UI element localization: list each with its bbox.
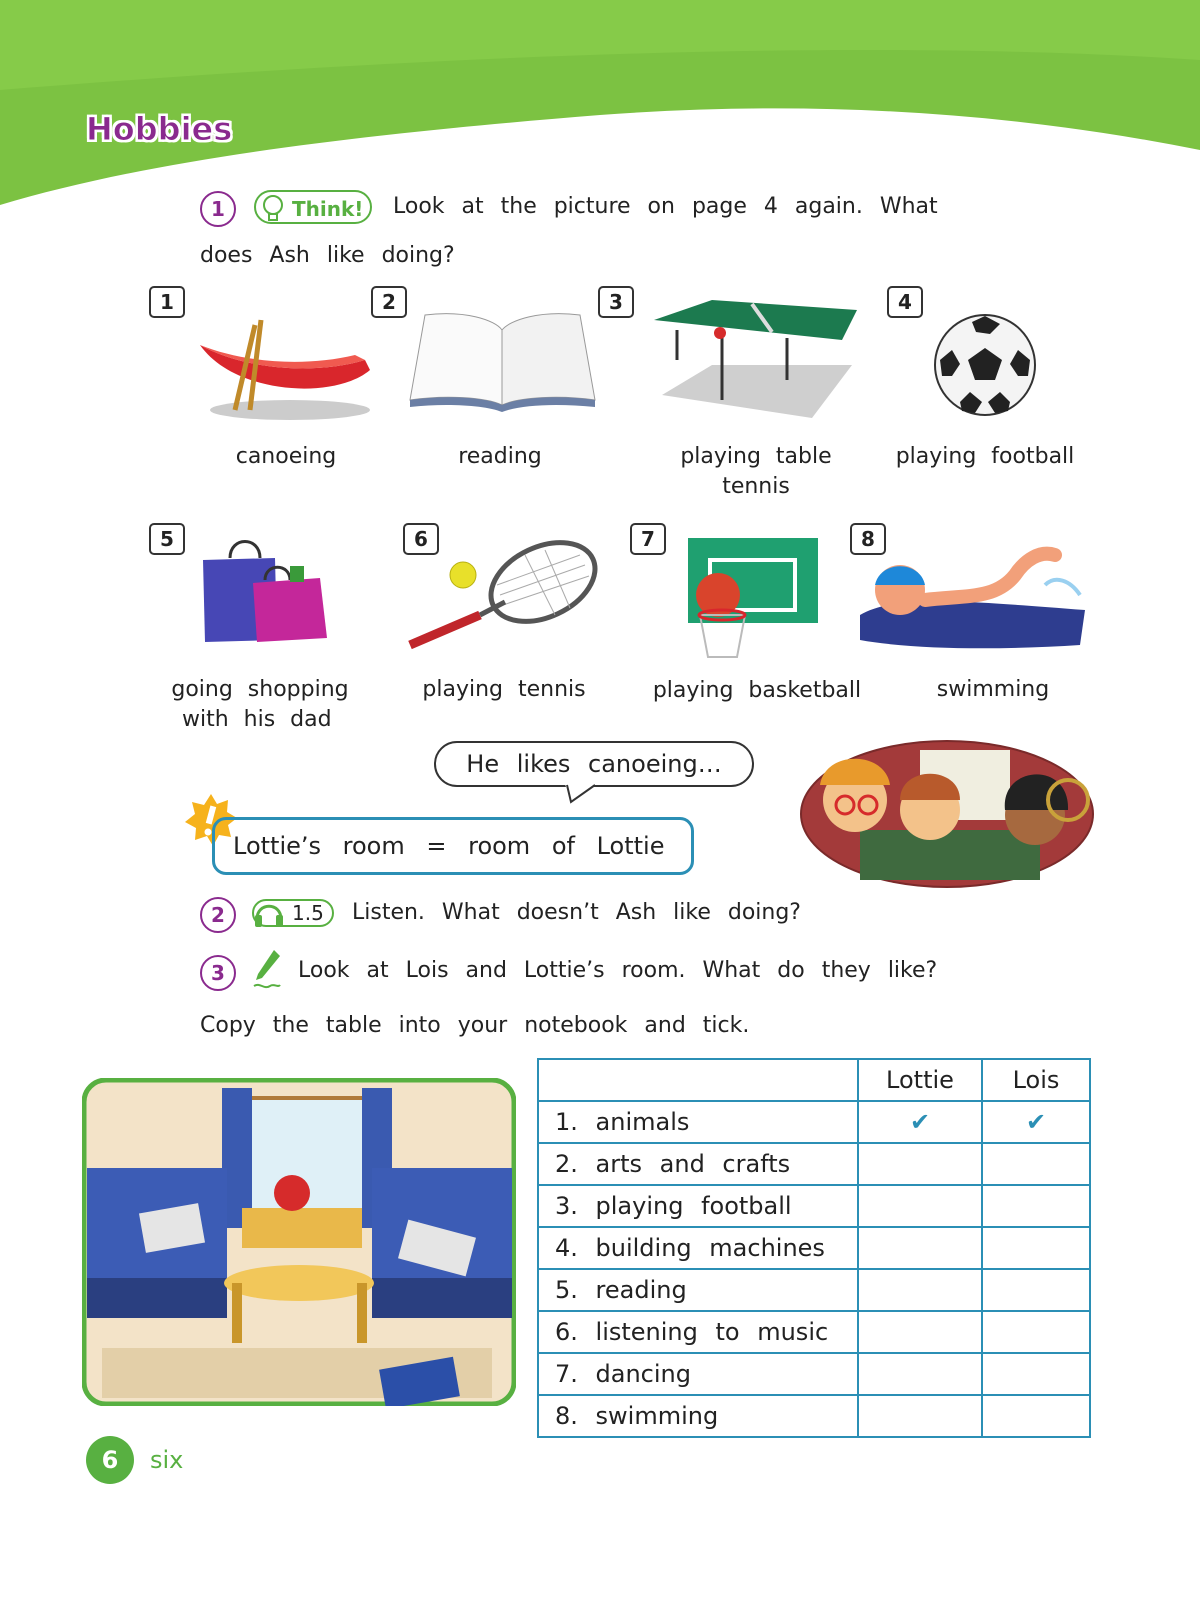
hobby-5-number: 5 [149, 523, 185, 555]
table-row-label: 8. swimming [538, 1395, 858, 1437]
audio-track-number: 1.5 [292, 901, 324, 925]
check-icon: ✔ [909, 1108, 931, 1136]
hobby-3-caption [662, 442, 850, 502]
table-row [538, 1353, 1090, 1395]
bedroom-illustration [82, 1078, 516, 1406]
exercise-3-line1: Look at Lois and Lottie’s room. What do they like? [298, 958, 938, 983]
hobby-2-caption: reading [458, 444, 542, 469]
hobby-8-caption: swimming [936, 677, 1050, 702]
hobby-6-caption: playing tennis [422, 677, 586, 702]
speech-bubble: He likes canoeing… [434, 741, 754, 787]
exercise-2-text: Listen. What doesn’t Ash like doing? [352, 900, 801, 925]
table-header-empty [538, 1059, 858, 1101]
table-row [538, 1311, 1090, 1353]
characters-illustration [800, 740, 1095, 888]
table-row [538, 1269, 1090, 1311]
exercise-3-line2: Copy the table into your notebook and tick. [200, 1013, 750, 1038]
shopping-bags-image [195, 538, 335, 648]
tick-cell-lottie[interactable] [858, 1185, 982, 1227]
table-row [538, 1227, 1090, 1269]
exercise-2-number: 2 [200, 897, 236, 933]
tennis-racket-image [405, 540, 605, 655]
hobby-3-number: 3 [598, 286, 634, 318]
hobby-6-number: 6 [403, 523, 439, 555]
tick-cell-lottie[interactable] [858, 1101, 982, 1143]
tick-cell-lois[interactable] [982, 1101, 1090, 1143]
basketball-hoop-image [685, 535, 820, 660]
tick-cell-lois[interactable] [982, 1395, 1090, 1437]
hobby-1-caption: canoeing [235, 444, 337, 469]
hobby-4-number: 4 [887, 286, 923, 318]
page-number: 6 [86, 1436, 134, 1484]
table-row-label: 7. dancing [538, 1353, 858, 1395]
hobby-2-number: 2 [371, 286, 407, 318]
grammar-box: Lottie’s room = room of Lottie [212, 817, 694, 875]
lightbulb-icon [260, 194, 286, 224]
table-header-lottie: Lottie [858, 1059, 982, 1101]
tick-cell-lottie[interactable] [858, 1395, 982, 1437]
tick-cell-lottie[interactable] [858, 1269, 982, 1311]
think-badge [254, 190, 372, 224]
hobby-5-caption-line2: with his dad [182, 707, 332, 732]
tick-cell-lottie[interactable] [858, 1143, 982, 1185]
tick-cell-lois[interactable] [982, 1353, 1090, 1395]
header-banner [0, 0, 1200, 210]
exercise-1-number: 1 [200, 191, 236, 227]
table-row-label: 2. arts and crafts [538, 1143, 858, 1185]
speech-bubble-tail [565, 784, 605, 804]
table-row-label: 5. reading [538, 1269, 858, 1311]
check-icon: ✔ [1025, 1108, 1047, 1136]
tick-cell-lois[interactable] [982, 1185, 1090, 1227]
table-row [538, 1185, 1090, 1227]
swimmer-image [855, 545, 1090, 655]
canoe-image [195, 315, 375, 425]
hobby-4-caption: playing football [895, 444, 1075, 469]
tick-cell-lottie[interactable] [858, 1227, 982, 1269]
table-header-lois: Lois [982, 1059, 1090, 1101]
exercise-3-number: 3 [200, 955, 236, 991]
table-row [538, 1395, 1090, 1437]
tick-cell-lottie[interactable] [858, 1311, 982, 1353]
table-row-label: 6. listening to music [538, 1311, 858, 1353]
table-tennis-image [652, 290, 862, 420]
table-row-label: 1. animals [538, 1101, 858, 1143]
hobbies-table [537, 1058, 1091, 1438]
table-row [538, 1101, 1090, 1143]
hobby-3-caption-line1: playing table [680, 444, 832, 469]
hobby-3-caption-line2: tennis [722, 474, 790, 499]
headphones-icon [252, 897, 286, 931]
book-image [405, 305, 600, 415]
table-row-label: 4. building machines [538, 1227, 858, 1269]
table-row [538, 1143, 1090, 1185]
tick-cell-lois[interactable] [982, 1269, 1090, 1311]
pen-icon [252, 948, 282, 992]
tick-cell-lottie[interactable] [858, 1353, 982, 1395]
exercise-1-line2: does Ash like doing? [200, 243, 455, 268]
hobby-7-caption: playing basketball [652, 678, 862, 703]
football-image [930, 310, 1040, 420]
tick-cell-lois[interactable] [982, 1143, 1090, 1185]
page-title: Hobbies [86, 110, 233, 148]
audio-track-badge [252, 899, 334, 927]
exercise-1-line1: Look at the picture on page 4 again. What [393, 194, 938, 219]
table-row-label: 3. playing football [538, 1185, 858, 1227]
tick-cell-lois[interactable] [982, 1227, 1090, 1269]
hobby-1-number: 1 [149, 286, 185, 318]
tick-cell-lois[interactable] [982, 1311, 1090, 1353]
table-header-row [538, 1059, 1090, 1101]
think-label: Think! [292, 197, 364, 221]
hobby-5-caption-line1: going shopping [171, 677, 349, 702]
hobby-7-number: 7 [630, 523, 666, 555]
page-number-word: six [150, 1446, 184, 1474]
hobby-8-number: 8 [850, 523, 886, 555]
hobby-5-caption [160, 675, 360, 735]
